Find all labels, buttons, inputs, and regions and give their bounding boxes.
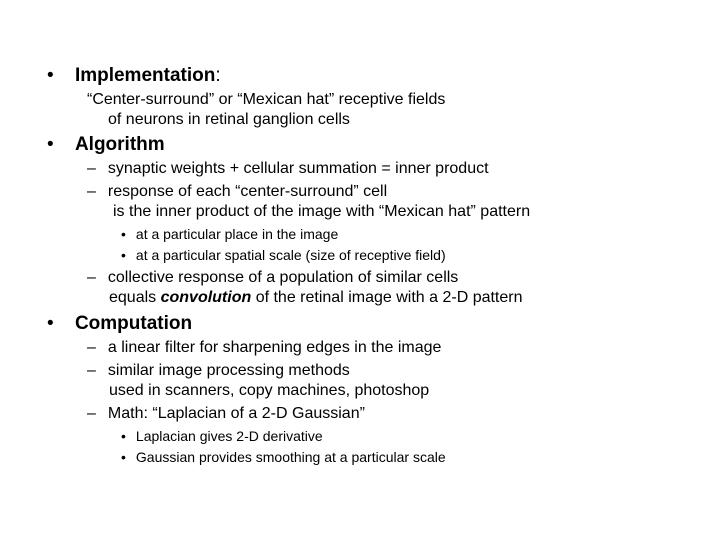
bullet-marker: •: [121, 226, 126, 242]
convolution-post: of the retinal image with a 2-D pattern: [251, 289, 523, 306]
heading-algorithm: Algorithm: [74, 134, 165, 155]
computation-subitem-1-text: Laplacian gives 2-D derivative: [135, 428, 323, 444]
computation-item-1: [87, 340, 441, 356]
algorithm-subitem-1: [121, 227, 338, 241]
computation-item-2-line-2: used in scanners, copy machines, photoshop: [109, 382, 430, 399]
computation-item-3: [87, 406, 365, 422]
heading-implementation: Implementation: [74, 65, 216, 86]
dash-marker: –: [87, 405, 96, 422]
algorithm-item-2-line-2: is the inner product of the image with “Mexican hat” pattern: [113, 203, 531, 220]
dash-marker: –: [87, 339, 96, 356]
algorithm-item-3: [87, 270, 458, 286]
bullet-marker: •: [47, 134, 54, 155]
bullet-marker: •: [121, 247, 126, 263]
algorithm-item-1: [87, 161, 489, 177]
algorithm-item-3-text: collective response of a population of similar cells: [107, 269, 459, 286]
dash-marker: –: [87, 183, 96, 200]
computation-item-2: [87, 363, 350, 379]
computation-item-3-text: Math: “Laplacian of a 2-D Gaussian”: [107, 405, 365, 422]
bullet-algorithm: [47, 135, 165, 154]
computation-item-1-text: a linear filter for sharpening edges in the image: [107, 339, 442, 356]
bullet-marker: •: [47, 313, 54, 334]
computation-subitem-2-text: Gaussian provides smoothing at a particular scale: [135, 449, 446, 465]
algorithm-item-2-text: response of each “center-surround” cell: [107, 183, 388, 200]
bullet-marker: •: [121, 428, 126, 444]
dash-marker: –: [87, 160, 96, 177]
convolution-term: convolution: [160, 289, 252, 306]
computation-subitem-2: [121, 450, 446, 464]
algorithm-item-2: [87, 184, 387, 200]
heading-colon: :: [215, 65, 221, 86]
implementation-line-1: “Center-surround” or “Mexican hat” receptive fields: [87, 91, 446, 108]
bullet-marker: •: [121, 449, 126, 465]
algorithm-item-3-line-2: [109, 290, 523, 306]
algorithm-subitem-2-text: at a particular spatial scale (size of receptive field): [135, 247, 446, 263]
algorithm-subitem-1-text: at a particular place in the image: [135, 226, 339, 242]
computation-item-2-text: similar image processing methods: [107, 362, 350, 379]
bullet-computation: [47, 314, 192, 333]
algorithm-subitem-2: [121, 248, 446, 262]
computation-subitem-1: [121, 429, 323, 443]
heading-computation: Computation: [74, 313, 193, 334]
bullet-marker: •: [47, 65, 54, 86]
convolution-pre: equals: [109, 289, 161, 306]
dash-marker: –: [87, 269, 96, 286]
implementation-line-2: of neurons in retinal ganglion cells: [108, 111, 350, 128]
algorithm-item-1-text: synaptic weights + cellular summation = inner product: [107, 160, 489, 177]
bullet-implementation: [47, 66, 221, 85]
dash-marker: –: [87, 362, 96, 379]
